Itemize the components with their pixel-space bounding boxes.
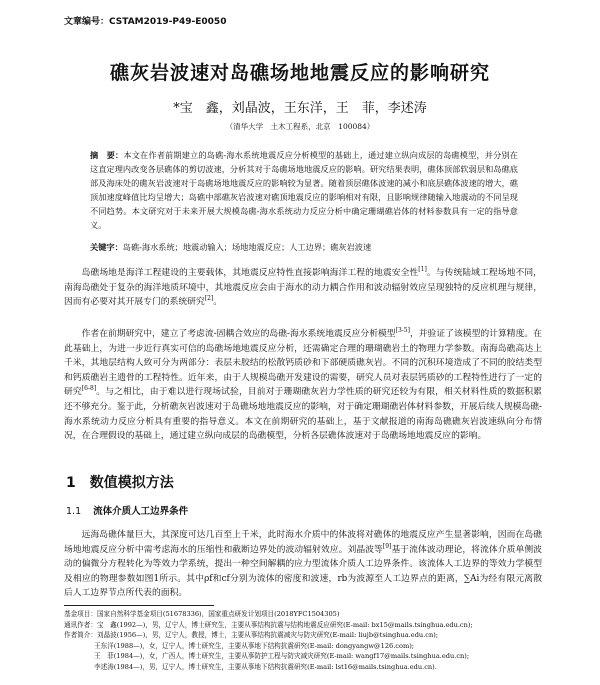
citation: [3-5] — [395, 327, 410, 335]
intro-p2-text: 作者在前期研究中，建立了考虑流-固耦合效应的岛礁-海水系统地震反应分析模型 — [81, 329, 396, 339]
abstract-text: 本文在作者前期建立的岛礁-海水系统地震反应分析模型的基础上，通过建立纵向成层的岛礁模型，并分别在这直定理内改变各层礁体的剪切波速，分析其对于岛礁场地地震反应的影响。研究结果表明，礁体顶部软弱层和岛礁底部及海床处的礁灰岩波速对于岛礁场地地震反应的影响较为显著。随着顶层礁体波速的减小和底层礁体波速的增大，礁顶加速度峰值比均呈增大；岛礁中部礁灰岩波速对礁顶地震反应的影响相对有限，且影响规律随输入地震动的不同呈现不同趋势。本文研究对于未来开展大规模岛礁-海水系统动力反应分析中确定珊瑚礁岩体的材料参数具有一定的指导意义。 — [90, 150, 518, 230]
affiliation: （清华大学 土木工程系，北京 100084） — [225, 122, 375, 131]
abstract — [90, 148, 518, 232]
section-paragraph-1 — [64, 528, 542, 601]
section-number: 1 — [66, 475, 76, 491]
subsection-title: 流体介质人工边界条件 — [93, 506, 189, 517]
intro-paragraph-2 — [64, 327, 542, 444]
footnote-fund: 基金项目：国家自然科学基金项目(51678336)，国家重点研发计划项目(2018YFC1504305) — [64, 610, 340, 618]
footnote-author-3: 王 菲(1984—)，女，广西人，博士研究生，主要从事防护工程与防灾减灾研究(E-mail: wangf17@mails.tsinghua.edu.cn); — [94, 652, 470, 661]
footnote-rule — [64, 605, 214, 606]
paper-title: 礁灰岩波速对岛礁场地地震反应的影响研究 — [109, 62, 490, 84]
intro-p2-text-c: 。与之相比，由于难以进行现场试验，目前对于珊瑚礁灰岩力学性质的研究还较为有限，相关材料性质的数据积累还不够充分。鉴于此，分析礁灰岩波速对于岛礁场地地震反应的影响，对于确定珊瑚礁岩体材料参数，开展后续人规模岛礁-海水系统动力反应分析具有重要的指导意义。本文在前期研究的基础上，基于文献报道的南海岛礁礁灰岩波速纵向分布情况，在合理假设的基础上，通过建立纵向成层的岛礁模型，分析各层礁体波速对于岛礁场地地震反应的影响。 — [64, 387, 543, 442]
keywords — [90, 240, 518, 254]
sec-p1-text-b: 基于流体波动理论，将流体介质单侧波动的偏微分方程转化为等效力学系统，提出一种空间解耦的应力型流体介质人工边界条件。该流体人工边界的等效力学模型及相应的物理参数如图1所示。其中ρf和cf分别为流体的密度和波速，rb为波源至人工边界点的距离，∑Ai为经有限元离散后人工边界节点所代表的面积。 — [64, 544, 542, 599]
section-heading-1 — [66, 472, 174, 492]
intro-p2-text-b: ，并验证了该模型的计算精度。在此基础上，为进一步近行真实可信的岛礁场地地震反应分析，还需确定合理的珊瑚礁岩土的物理力学参数。南海岛礁高达上千米，其地层结构人致可分为两部分：表层未胶结的松散钙质砂和下部硬质礁灰岩。不同的沉积环境造成了不同的胶结类型和钙质礁岩主遗骨的工程特性。近年来，由于人规模岛礁开发建设的需要，研究人员对表层钙质砂的工程特性进行了一定的研究 — [64, 329, 542, 398]
citation: [9] — [382, 542, 392, 550]
abstract-label: 摘 要： — [90, 150, 124, 160]
article-number: 文章编号：CSTAM2019-P49-E0050 — [64, 17, 227, 27]
intro-p1-text-c: 。 — [213, 297, 223, 308]
author-list: *宝 鑫，刘晶波，王东洋，王 菲，李述涛 — [173, 101, 427, 116]
citation: [1] — [418, 266, 427, 274]
intro-p1-text: 岛礁场地是海洋工程建设的主要载体，其地震反应特性直接影响海洋工程的地震安全性 — [81, 268, 419, 278]
keywords-label: 关键字： — [90, 242, 123, 252]
footnote-author-1: 作者简介：刘晶波(1956—)，男，辽宁人，教授，博士，主要从事结构抗震减灾与防灾研究(E-mail: liujb@tsinghua.edu.cn); — [64, 631, 439, 640]
intro-paragraph-1 — [64, 266, 542, 310]
citation: [2] — [204, 295, 214, 303]
footnote-author-4: 李述涛(1984—)，男，辽宁人，博士研究生，主要从事地下结构抗震研究(E-mail: lst16@mails.tsinghua.edu.cn). — [94, 662, 437, 671]
footnotes — [64, 609, 542, 673]
keywords-text: 岛礁-海水系统；地震动输入；场地地震反应；人工边界；礁灰岩波速 — [122, 242, 372, 252]
footnote-corresponding: 通讯作者：宝 鑫(1992—)，男，辽宁人，博士研究生，主要从事结构抗震与结构地震反应研究(E-mail: bx15@mails.tsinghua.edu.cn); — [64, 620, 473, 629]
citation: [6-8] — [81, 385, 97, 393]
sec-p1-text: 远海岛礁体量巨大，其深度可达几百至上千米，此时海水介质中的体波将对礁体的地震反应产生显著影响，因而在岛礁场地地震反应分析中需考虑海水的压缩性和截断边界处的波动辐射效应。刘晶波等 — [64, 530, 542, 555]
subsection-heading-1-1 — [66, 503, 188, 517]
section-title: 数值模拟方法 — [89, 475, 174, 491]
footnote-author-2: 王东洋(1988—)，女，辽宁人，博士研究生，主要从事地下结构抗震研究(E-mail: dongyangw@126.com); — [94, 641, 415, 650]
subsection-number: 1.1 — [66, 506, 82, 517]
intro-p1-text-b: 。与传统陆域工程场地不同，南海岛礁处于复杂的海洋地质环境中，其地震反应会由于海水的动力耦合作用和波动辐射效应呈现独特的反应机理与规律，因而有必要对其开展专门的系统研究 — [64, 268, 542, 308]
